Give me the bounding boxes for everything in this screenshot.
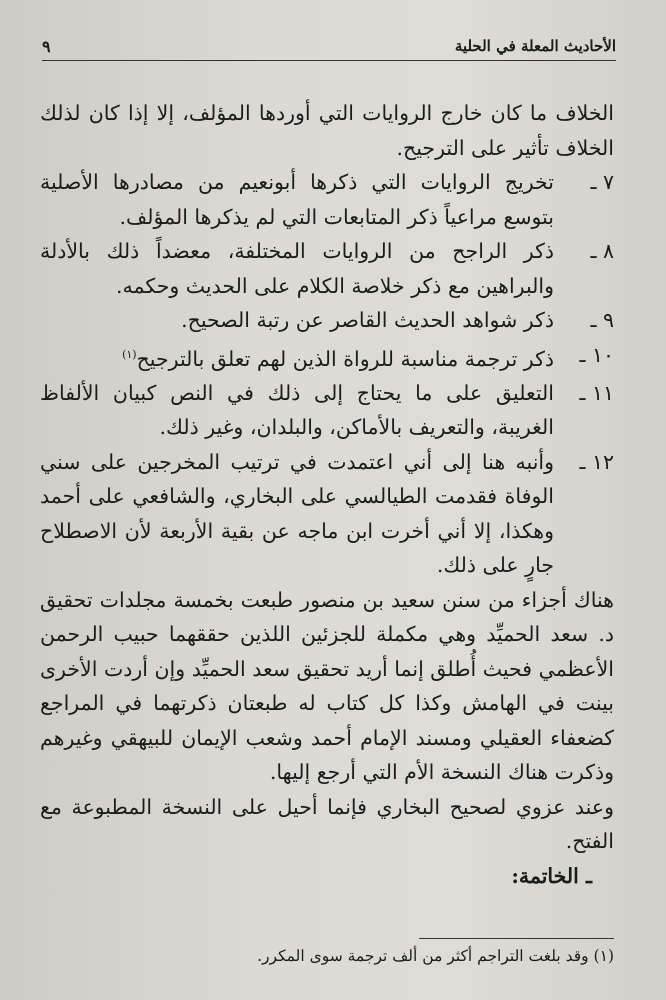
item-text: ذكر الراجح من الروايات المختلفة، معضداً ذلك بالأدلة والبراهين مع ذكر خلاصة الكلام على الحديث وحكمه. [40,239,554,298]
item-number: ٨ ـ [590,239,614,263]
paragraph-sunan: هناك أجزاء من سنن سعيد بن منصور طبعت بخمسة مجلدات تحقيق د. سعد الحميِّد وهي مكملة للجزئين اللذين حققهما حبيب الرحمن الأعظمي فحيث أُطلق إنما أريد تحقيق سعد الحميِّد وإن أردت الأخرى بينت في الهامش وكذا كل كتاب له طبعتان ذكرتهما في المراجع كضعفاء العقيلي ومسند الإمام أحمد وشعب الإيمان للبيهقي وغيرهم وذكرت هناك النسخة الأم التي أرجع إليها. [40,587,614,785]
list-item-12 [40,445,614,583]
list-item-9 [40,303,614,338]
list-item-11 [40,376,614,445]
item-number: ١٠ ـ [579,342,614,367]
footnote: (١) وقد بلغت التراجم أكثر من ألف ترجمة سوى المكرر. [257,947,614,965]
list-item-10 [40,338,614,376]
running-title: الأحاديث المعلة في الحلية [454,37,616,55]
intro-paragraph: الخلاف ما كان خارج الروايات التي أوردها المؤلف، إلا إذا كان لذلك الخلاف تأثير على الترجيح. [40,101,614,160]
item-text: تخريج الروايات التي ذكرها أبونعيم من مصادرها الأصلية بتوسع مراعياً ذكر المتابعات التي لم يذكرها المؤلف. [40,170,554,229]
list-item-7 [40,165,614,234]
item-text-body: ذكر ترجمة مناسبة للرواة الذين لهم تعلق بالترجيح [136,346,554,371]
footnote-divider [419,938,614,939]
item-text: وأنبه هنا إلى أني اعتمدت في ترتيب المخرجين على سني الوفاة فقدمت الطيالسي على البخاري، والشافعي على أحمد وهكذا، إلا أني أخرت ابن ماجه عن بقية الأربعة لأن الاصطلاح جارٍ على ذلك. [40,449,554,578]
item-number: ١٢ ـ [579,449,614,474]
page-number: ٩ [42,36,51,56]
item-number: ٩ ـ [590,308,614,332]
paragraph-bukhari: وعند عزوي لصحيح البخاري فإنما أحيل على النسخة المطبوعة مع الفتح. [40,794,614,854]
item-number: ٧ ـ [590,170,614,194]
item-text [40,338,554,376]
list-item-8 [40,234,614,303]
item-text: التعليق على ما يحتاج إلى ذلك في النص كبيان الألفاظ الغريبة، والتعريف بالأماكن، والبلدان، وغير ذلك. [40,380,554,440]
conclusion-heading: ـ الخاتمة: [511,863,592,888]
footnote-reference: (١) [122,347,137,361]
page-header [42,32,616,61]
page-body [40,96,614,893]
item-text: ذكر شواهد الحديث القاصر عن رتبة الصحيح. [181,308,554,332]
item-number: ١١ ـ [579,380,614,405]
